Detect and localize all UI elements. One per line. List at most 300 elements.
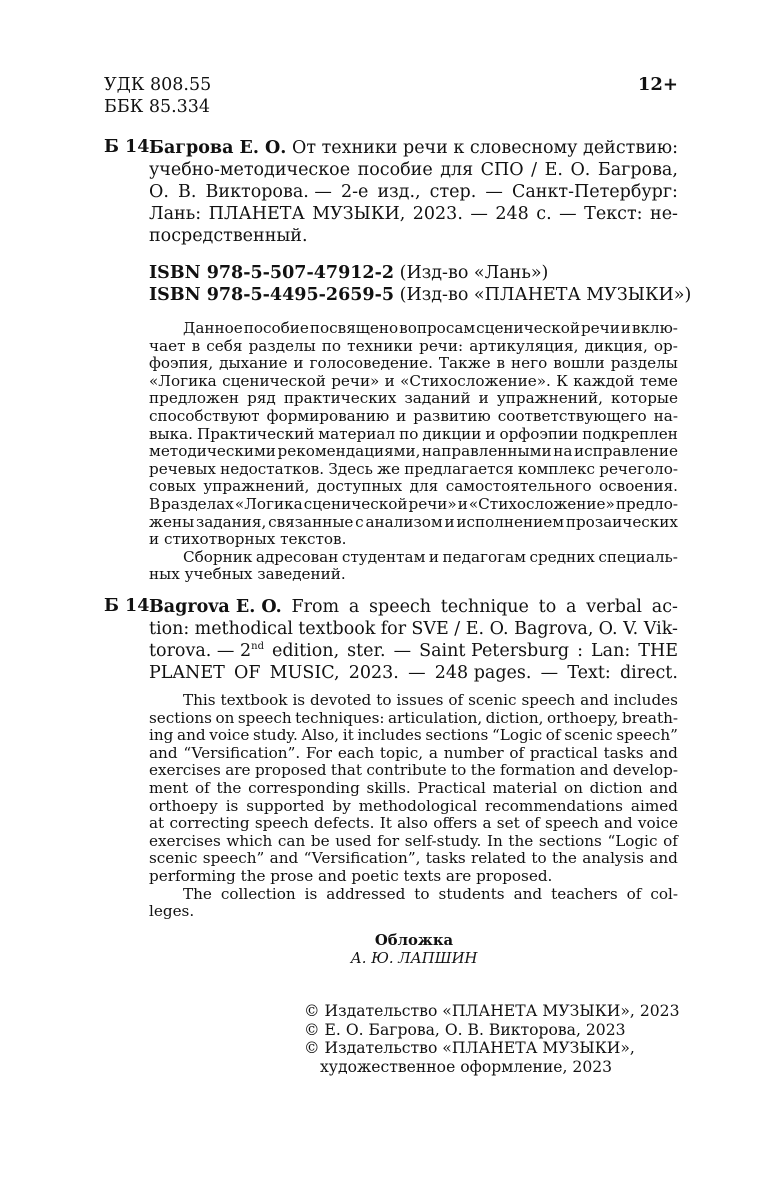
entry-word: 2-е xyxy=(340,182,369,202)
cover-label: Обложка xyxy=(374,932,454,949)
abstract-text: и стихотворных текстов. xyxy=(149,530,347,549)
abstract-word: the xyxy=(508,831,534,850)
entry-word: THE xyxy=(638,641,678,661)
abstract-line xyxy=(149,886,678,904)
abstract-line xyxy=(149,833,678,851)
abstract-word: комплекс xyxy=(517,459,596,478)
entry-word: словесному xyxy=(469,138,578,158)
abstract-word: which xyxy=(226,831,273,850)
abstract-word: students xyxy=(438,884,505,903)
abstract-word: рекомендациями, xyxy=(277,442,421,461)
entry-word: 248 pages. xyxy=(434,663,532,683)
abstract-word: offers xyxy=(433,814,478,833)
entry-word: speech xyxy=(369,597,431,617)
abstract-word: пособие xyxy=(243,319,309,337)
abstract-word: speech xyxy=(521,691,576,709)
entry-word: для xyxy=(440,160,474,180)
abstract-word: sections xyxy=(538,831,602,850)
abstract-word: col- xyxy=(650,884,678,903)
entry-word: речи xyxy=(403,138,448,158)
entry-word: Багрова Е. О. xyxy=(149,138,287,158)
entry-word: verbal xyxy=(586,597,643,617)
abstract-word: tasks xyxy=(425,849,466,868)
entry-word: В. xyxy=(178,182,197,202)
isbn-number: ISBN 978-5-4495-2659-5 xyxy=(149,285,395,305)
abstract-word: techniques: xyxy=(295,708,385,727)
abstract-word: speech xyxy=(237,708,292,727)
entry-line xyxy=(149,159,678,181)
abstract-word: to xyxy=(451,761,467,780)
entry-word: SVE / E. O. Bagrova, xyxy=(411,619,594,639)
abstract-word: и xyxy=(478,389,489,408)
entry-word: a xyxy=(348,597,360,617)
abstract-word: дикции xyxy=(422,424,482,443)
abstract-word: дикция, xyxy=(584,336,648,355)
abstract-word: used xyxy=(335,831,372,850)
abstract-word: each xyxy=(337,743,375,762)
abstract-word: proposed xyxy=(254,761,327,780)
abstract-word: и xyxy=(384,371,395,390)
abstract-word: и xyxy=(485,424,496,443)
entry-word: From xyxy=(291,597,340,617)
abstract-word: речи» xyxy=(331,371,380,390)
abstract-word: supported xyxy=(246,796,325,815)
abstract-line xyxy=(149,514,678,532)
entry-word: / xyxy=(531,160,538,180)
abstract-word: a xyxy=(482,814,492,833)
entry-word: с. xyxy=(536,204,552,224)
abstract-line xyxy=(149,780,678,798)
copyright-line: © Издательство «ПЛАНЕТА МУЗЫКИ», xyxy=(304,1039,635,1057)
abstract-word: речеголо- xyxy=(599,459,678,478)
entry-word: textbook xyxy=(298,619,376,639)
abstract-word: фоэпия, xyxy=(149,354,214,373)
entry-word: 248 xyxy=(495,204,529,224)
abstract-word: aimed xyxy=(630,796,678,815)
abstract-word: жены xyxy=(149,512,195,531)
entry-word: Лань: xyxy=(149,204,202,224)
isbn-line-1 xyxy=(149,262,691,284)
entry-line xyxy=(149,662,678,684)
abstract-word: разделы xyxy=(610,354,678,373)
abstract-line xyxy=(149,373,678,391)
abstract-word: self-study. xyxy=(404,831,482,850)
abstract-word: и xyxy=(293,354,304,373)
abstract-word: каждой xyxy=(573,371,635,390)
abstract-line xyxy=(149,727,678,745)
entry-word: : xyxy=(577,641,584,661)
entry-word: 2023. xyxy=(348,663,399,683)
abstract-word: of xyxy=(626,884,642,903)
entry-word: PLANET xyxy=(149,663,225,683)
entry-word: for xyxy=(380,619,407,639)
isbn-publisher: (Изд-во «Лань») xyxy=(399,263,549,283)
abstract-word: ing xyxy=(149,726,174,745)
abstract-word: сценической xyxy=(476,319,580,337)
abstract-line xyxy=(149,692,678,710)
ru-abstract xyxy=(149,320,678,584)
abstract-word: exercises xyxy=(149,831,221,850)
abstract-word: него xyxy=(511,354,548,373)
abstract-word: орфоэпии xyxy=(499,424,579,443)
abstract-word: and xyxy=(649,778,678,797)
abstract-word: самостоятельного xyxy=(445,477,592,496)
abstract-word: and xyxy=(604,814,633,833)
abstract-word: issues xyxy=(396,691,444,709)
abstract-word: methodological xyxy=(358,796,478,815)
abstract-word: topic, xyxy=(379,743,424,762)
abstract-word: речевых xyxy=(149,459,216,478)
abstract-line xyxy=(149,496,678,514)
abstract-word: material xyxy=(492,778,558,797)
abstract-word: of xyxy=(663,831,678,850)
abstract-word: speech” xyxy=(202,849,265,868)
abstract-line xyxy=(149,478,678,496)
en-abstract xyxy=(149,692,678,921)
abstract-word: corresponding xyxy=(248,778,360,797)
abstract-word: сценической xyxy=(222,371,326,390)
abstract-word: развитию xyxy=(413,406,491,425)
entry-word: Bagrova E. O. xyxy=(149,597,282,617)
entry-word: ПЛАНЕТА xyxy=(208,204,305,224)
abstract-word: предлагается xyxy=(404,459,514,478)
abstract-word: devoted xyxy=(310,691,372,709)
abstract-word: diction, xyxy=(485,708,544,727)
entry-word: МУЗЫКИ, xyxy=(312,204,406,224)
abstract-word: техники xyxy=(347,336,413,355)
abstract-word: and xyxy=(513,884,543,903)
isbn-block xyxy=(149,262,691,306)
abstract-word: прозаических xyxy=(565,512,678,531)
abstract-word: себя xyxy=(206,336,243,355)
abstract-word: to xyxy=(376,691,392,709)
abstract-word: develop- xyxy=(612,761,678,780)
entry-word: изд., xyxy=(377,182,421,202)
abstract-word: доступных xyxy=(316,477,403,496)
abstract-line xyxy=(149,868,678,886)
abstract-word: diction xyxy=(589,778,643,797)
abstract-word: speech” xyxy=(616,726,678,745)
abstract-word: Данное xyxy=(183,319,243,337)
entry-word xyxy=(149,640,264,662)
abstract-word: set xyxy=(496,814,520,833)
abstract-word: освоения. xyxy=(599,477,678,496)
entry-word: Lan: xyxy=(591,641,631,661)
abstract-word: is xyxy=(304,884,318,903)
abstract-word: которые xyxy=(611,389,678,408)
entry-word: — xyxy=(408,663,426,683)
abstract-word: на- xyxy=(653,406,678,425)
abstract-line xyxy=(149,426,678,444)
abstract-word: a xyxy=(428,743,438,762)
abstract-word: материал xyxy=(318,424,396,443)
entry-word: к xyxy=(453,138,465,158)
abstract-word: методическими xyxy=(149,442,276,461)
abstract-word: “Versification”, xyxy=(303,849,421,868)
abstract-word: дыхание xyxy=(219,354,288,373)
abstract-word: skills. xyxy=(366,778,411,797)
abstract-word: формированию xyxy=(266,406,390,425)
cover-designer: А. Ю. ЛАПШИН xyxy=(350,950,478,967)
abstract-word: упражнений, xyxy=(203,477,310,496)
abstract-word: в xyxy=(191,336,201,355)
isbn-publisher: (Изд-во «ПЛАНЕТА МУЗЫКИ») xyxy=(399,285,692,305)
abstract-word: предло- xyxy=(615,494,678,513)
age-rating: 12+ xyxy=(637,74,678,95)
abstract-word: “Logic xyxy=(492,726,543,745)
abstract-word: study. xyxy=(253,726,298,745)
abstract-word: contribute xyxy=(366,761,447,780)
abstract-word: are xyxy=(225,761,251,780)
abstract-line xyxy=(149,338,678,356)
abstract-word: чает xyxy=(149,336,186,355)
abstract-word: В xyxy=(149,494,161,513)
ru-bibliographic-entry xyxy=(149,137,678,247)
abstract-word: выка. xyxy=(149,424,194,443)
abstract-word: formation xyxy=(500,761,576,780)
abstract-line xyxy=(149,566,678,584)
abstract-word: и xyxy=(457,494,468,513)
abstract-word: исполнением xyxy=(456,512,565,531)
abstract-word: направленными xyxy=(422,442,552,461)
entry-word: О. xyxy=(149,182,169,202)
superscript: nd xyxy=(251,641,264,653)
abstract-word: же xyxy=(377,459,401,478)
abstract-word: is xyxy=(292,691,306,709)
en-bibliographic-entry xyxy=(149,596,678,684)
entry-word: — xyxy=(393,641,412,661)
abstract-word: sections xyxy=(425,726,489,745)
abstract-word: the xyxy=(551,849,577,868)
abstract-word: on xyxy=(215,708,235,727)
abstract-word: способствуют xyxy=(149,406,260,425)
abstract-word: совых xyxy=(149,477,196,496)
abstract-word: и xyxy=(428,547,440,566)
abstract-line xyxy=(149,903,678,921)
abstract-word: вошли xyxy=(553,354,605,373)
abstract-word: предложен xyxy=(149,389,240,408)
abstract-word: for xyxy=(377,831,400,850)
abstract-word: correcting xyxy=(169,814,250,833)
abstract-word: связанные xyxy=(268,512,354,531)
abstract-word: recommendations xyxy=(485,796,623,815)
abstract-word: по xyxy=(321,336,342,355)
abstract-word: упражнений, xyxy=(496,389,603,408)
abstract-word: speech xyxy=(254,814,309,833)
abstract-word: related xyxy=(471,849,527,868)
entry-word: пособие xyxy=(357,160,433,180)
entry-word: Викторова. — xyxy=(205,182,332,202)
abstract-word: voice xyxy=(637,814,678,833)
abstract-text: ных учебных заведений. xyxy=(149,565,346,584)
entry-word: — xyxy=(470,204,488,224)
abstract-word: to xyxy=(531,849,547,868)
entry-word: Багрова, xyxy=(597,160,678,180)
entry-word: ster. xyxy=(347,641,386,661)
abstract-word: “Versification”. xyxy=(183,743,301,762)
abstract-word: на xyxy=(553,442,573,461)
abstract-word: речи» xyxy=(408,494,457,513)
abstract-word: практических xyxy=(283,389,397,408)
abstract-word: analysis xyxy=(582,849,644,868)
copyright-block xyxy=(304,1002,680,1076)
abstract-word: «Логика xyxy=(149,371,217,390)
abstract-word: scenic xyxy=(468,691,517,709)
abstract-word: teachers xyxy=(551,884,618,903)
abstract-word: педагогам xyxy=(442,547,526,566)
abstract-word: по xyxy=(399,424,419,443)
abstract-word: articulation, xyxy=(387,708,483,727)
abstract-line xyxy=(149,443,678,461)
abstract-word: tasks xyxy=(603,743,644,762)
abstract-word: orthoepy xyxy=(149,796,218,815)
abstract-word: артикуляция, xyxy=(469,336,579,355)
entry-word: technique xyxy=(440,597,529,617)
entry-line xyxy=(149,225,678,247)
entry-word: OF xyxy=(233,663,261,683)
abstract-word: ор- xyxy=(653,336,678,355)
entry-word: Санкт-Петербург: xyxy=(511,182,678,202)
abstract-word: and xyxy=(149,743,178,762)
abstract-word: of xyxy=(524,814,540,833)
abstract-word: для xyxy=(409,477,439,496)
abstract-word: on xyxy=(563,778,583,797)
abstract-text: performing the prose and poetic texts are proposed. xyxy=(149,866,553,885)
abstract-line xyxy=(149,408,678,426)
abstract-word: number xyxy=(443,743,504,762)
copyright-line: художественное оформление, 2023 xyxy=(320,1057,613,1076)
abstract-word: defects. xyxy=(313,814,375,833)
abstract-word: at xyxy=(149,814,165,833)
abstract-word: includes xyxy=(357,726,422,745)
abstract-word: в xyxy=(496,354,506,373)
abstract-word: voice xyxy=(209,726,250,745)
abstract-word: заданий xyxy=(404,389,471,408)
abstract-word: анализом xyxy=(365,512,443,531)
abstract-word: К xyxy=(556,371,568,390)
abstract-word: that xyxy=(330,761,362,780)
entry-word: — xyxy=(540,663,559,683)
abstract-word: and xyxy=(649,849,678,868)
abstract-word: и xyxy=(444,512,455,531)
entry-word: СПО xyxy=(480,160,524,180)
abstract-word: задания, xyxy=(195,512,267,531)
entry-word: учебно-методическое xyxy=(149,160,351,180)
entry-word: O. V. Vik- xyxy=(598,619,678,639)
entry-word: не- xyxy=(650,204,678,224)
entry-line xyxy=(149,618,678,640)
abstract-word: textbook xyxy=(220,691,288,709)
abstract-word: scenic xyxy=(564,726,613,745)
abstract-word: and xyxy=(177,726,206,745)
entry-line xyxy=(149,640,678,662)
abstract-line xyxy=(149,390,678,408)
abstract-word: недостатков. xyxy=(220,459,325,478)
copyright-line: © Е. О. Багрова, О. В. Викторова, 2023 xyxy=(304,1020,626,1039)
abstract-word: also xyxy=(397,814,428,833)
entry-line xyxy=(149,203,678,225)
entry-word: 2023. xyxy=(412,204,463,224)
abstract-word: the xyxy=(216,778,242,797)
abstract-word: exercises xyxy=(149,761,221,780)
abstract-line xyxy=(149,850,678,868)
abstract-word: Also, xyxy=(301,726,340,745)
abstract-word: and xyxy=(579,761,609,780)
abstract-text: leges. xyxy=(149,902,195,921)
abstract-word: the xyxy=(470,761,496,780)
abstract-word: подкреплен xyxy=(582,424,678,443)
entry-word: — xyxy=(559,204,577,224)
abstract-word: orthoepy, xyxy=(546,708,619,727)
entry-text: torova. — 2 xyxy=(149,641,252,661)
entry-word: direct. xyxy=(619,663,678,683)
abstract-word: вопросам xyxy=(399,319,476,337)
abstract-word: речи xyxy=(580,319,620,337)
abstract-word: it xyxy=(342,726,354,745)
abstract-line xyxy=(149,745,678,763)
entry-line xyxy=(149,596,678,618)
abstract-word: «Стихосложение». xyxy=(400,371,551,390)
abstract-word: соответствующего xyxy=(497,406,647,425)
entry-word: to xyxy=(538,597,557,617)
abstract-word: and xyxy=(269,849,299,868)
abstract-word: специаль- xyxy=(598,547,678,566)
abstract-word: of xyxy=(545,726,561,745)
abstract-word: sections xyxy=(149,708,212,727)
entry-word: стер. xyxy=(429,182,477,202)
abstract-word: includes xyxy=(613,691,678,709)
abstract-word: can xyxy=(277,831,306,850)
abstract-word: breath- xyxy=(621,708,678,727)
abstract-word: вклю- xyxy=(631,319,678,337)
entry-word: MUSIC, xyxy=(269,663,340,683)
abstract-word: ряд xyxy=(247,389,276,408)
abstract-word: теме xyxy=(639,371,678,390)
abstract-word: ment xyxy=(149,778,189,797)
abstract-word: In xyxy=(486,831,503,850)
entry-line xyxy=(149,181,678,203)
abstract-word: Также xyxy=(438,354,491,373)
entry-word: a xyxy=(566,597,577,617)
abstract-word: Практический xyxy=(197,424,315,443)
isbn-number: ISBN 978-5-507-47912-2 xyxy=(149,263,395,283)
abstract-word: to xyxy=(414,884,430,903)
entry-word: edition, xyxy=(271,641,340,661)
abstract-word: and xyxy=(649,743,678,762)
abstract-word: и xyxy=(396,406,407,425)
abstract-line xyxy=(149,320,678,338)
entry-word: действию: xyxy=(583,138,678,158)
isbn-line-2 xyxy=(149,284,691,306)
abstract-word: исправление xyxy=(574,442,678,461)
abstract-word: It xyxy=(379,814,392,833)
abstract-word: This xyxy=(183,691,216,709)
abstract-word: speech xyxy=(544,814,599,833)
abstract-line xyxy=(149,461,678,479)
abstract-word: The xyxy=(183,884,212,903)
abstract-word: Сборник xyxy=(183,547,253,566)
abstract-word: разделы xyxy=(248,336,316,355)
entry-word: methodical xyxy=(194,619,294,639)
abstract-word: be xyxy=(310,831,330,850)
copyright-line: © Издательство «ПЛАНЕТА МУЗЫКИ», 2023 xyxy=(304,1002,680,1020)
abstract-word: речи: xyxy=(419,336,464,355)
abstract-word: и xyxy=(620,319,631,337)
entry-word: tion: xyxy=(149,619,190,639)
abstract-word: «Логика xyxy=(234,494,303,513)
entry-word: Saint Petersburg xyxy=(419,641,570,661)
abstract-line xyxy=(149,798,678,816)
